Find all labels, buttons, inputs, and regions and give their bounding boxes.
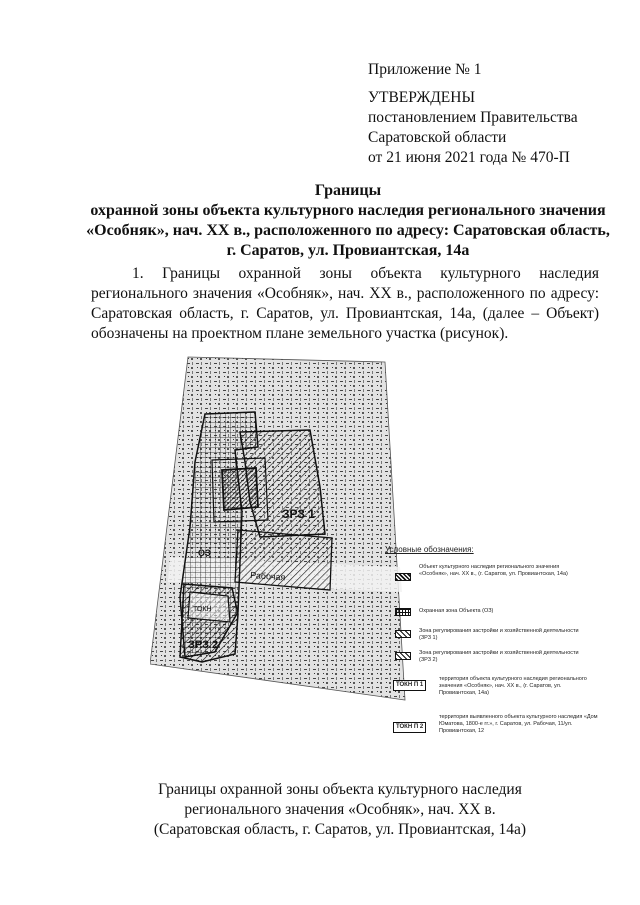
tokn-1-box: ТОКН П 1 [393,680,426,691]
document-title: Границы [314,182,382,199]
label-street: Рабочая [249,570,286,583]
legend-item-text: Зона регулирования застройки и хозяйственной деятельности (ЗРЗ 2) [419,650,579,663]
caption-line-2: регионального значения «Особняк», нач. XX в. [184,801,496,818]
legend-item-text: территория объекта культурного наследия регионального значения «Особняк», нач. XX в., (г. Саратов, ул. Провиантская, 14а) [439,676,587,696]
label-zrz1: ЗРЗ 1 [282,507,315,521]
legend-item-text: территория выявленного объекта культурного наследия «Дом Юматова, 1800-е гг.», г. Саратов, ул. Рабочая, 11/ул. Провиантская, 12 [439,714,598,734]
label-tokn: ТОКН [193,606,212,613]
legend-item-text: Охранная зона Объекта (ОЗ) [419,608,494,614]
heritage-object [222,468,258,510]
title-line-3: «Особняк», нач. XX в., расположенного по адресу: Саратовская область, [86,222,610,239]
body-paragraph: 1. Границы охранной зоны объекта культурного наследия регионального значения «Особняк», нач. XX в., расположенного по адресу: Саратовская область, г. Саратов, ул. Провиантская, 14а, (далее – Объект) обозначены на проектном плане земельного участка (рисунок). [91,265,599,342]
label-oz: ОЗ [198,548,211,558]
zrz2-swatch [395,652,411,660]
approval-line-3: от 21 июня 2021 года № 470-П [368,149,570,166]
oz-swatch [395,608,411,616]
approved-heading: УТВЕРЖДЕНЫ [368,89,475,106]
object-swatch [395,573,411,581]
zrz1-swatch [395,630,411,638]
appendix-number: Приложение № 1 [368,61,482,78]
legend-item-text: Объект культурного наследия регионального значения «Особняк», нач. XX в., (г. Саратов, ул. Провиантская, 14а) [419,564,568,577]
approval-line-2: Саратовской области [368,129,507,146]
caption-line-3: (Саратовская область, г. Саратов, ул. Провиантская, 14а) [153,821,527,838]
legend-item-text: Зона регулирования застройки и хозяйственной деятельности (ЗРЗ 1) [419,628,579,641]
approval-line-1: постановлением Правительства [368,109,578,126]
legend-title: Условные обозначения: [385,545,474,554]
title-line-4: г. Саратов, ул. Провиантская, 14а [226,242,470,259]
tokn-2-box: ТОКН П 2 [393,722,426,733]
figure-caption: Границы охранной зоны объекта культурного наследия [158,781,522,798]
label-zrz2: ЗРЗ 2 [188,639,219,651]
title-line-2: охранной зоны объекта культурного наследия регионального значения [90,202,606,219]
map-legend [385,545,598,734]
